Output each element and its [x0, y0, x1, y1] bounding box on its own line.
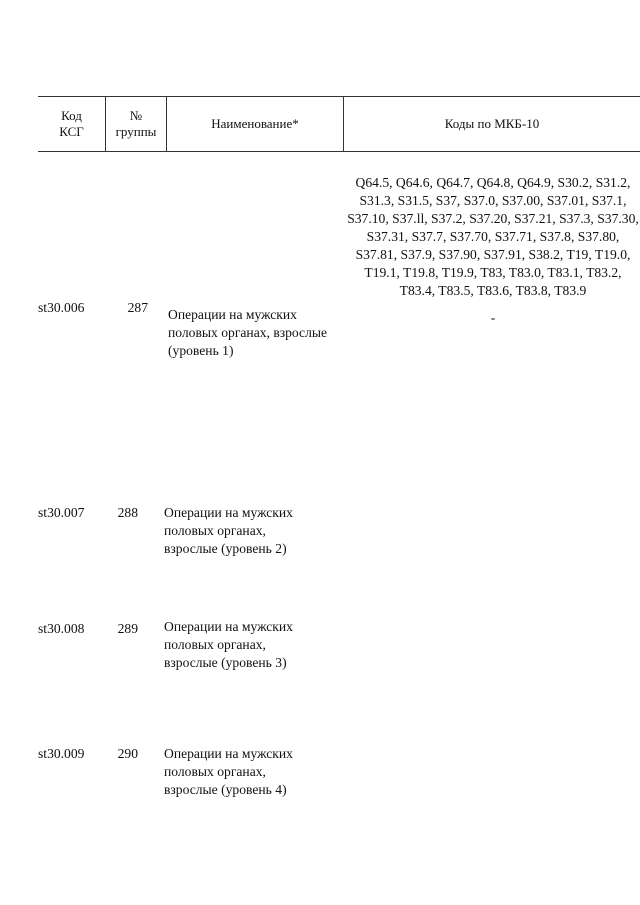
header-code-ksg [38, 97, 106, 151]
row-name: Операции на мужских половых органах, взрослые (уровень 1) [168, 307, 328, 358]
header-mkb-codes [344, 97, 640, 151]
row-name: Операции на мужских половых органах, взрослые (уровень 3) [164, 619, 293, 670]
row-code: st30.007 [38, 505, 85, 520]
table-header [38, 96, 640, 152]
header-name-label: Наименование* [211, 116, 299, 131]
header-group-number [106, 97, 167, 151]
header-mkb-codes-label: Коды по МКБ-10 [444, 116, 540, 131]
row-name: Операции на мужских половых органах, взрослые (уровень 4) [164, 746, 293, 797]
header-name [167, 97, 344, 151]
row-group-number: 290 [117, 746, 138, 761]
row-code: st30.006 [38, 300, 85, 315]
row-group-number: 288 [117, 505, 138, 520]
row-name: Операции на мужских половых органах, взрослые (уровень 2) [164, 505, 293, 556]
mkb-codes-dash: - [490, 310, 496, 325]
mkb-codes-list: Q64.5, Q64.6, Q64.7, Q64.8, Q64.9, S30.2, S31.2, S31.3, S31.5, S37, S37.0, S37.00, S37.01, S37.1, S37.10, S37.ll, S37.2, S37.20, S37.21, S37.3, S37.30, S37.31, S37.7, S37.70, S37.71, S37.8, S37.80, S37.81, S37.9, S37.90, S37.91, S38.2, T19, T19.0, T19.1, T19.8, T19.9, T83, T83.0, T83.1, T83.2, T83.4, T83.5, T83.6, T83.8, T83.9 [347, 175, 639, 298]
row-code: st30.008 [38, 621, 85, 636]
header-group-number-label: № группы [115, 108, 157, 139]
row-group-number: 287 [127, 300, 148, 315]
row-code: st30.009 [38, 746, 85, 761]
row-group-number: 289 [117, 621, 138, 636]
header-code-ksg-label: Код КСГ [59, 108, 84, 139]
